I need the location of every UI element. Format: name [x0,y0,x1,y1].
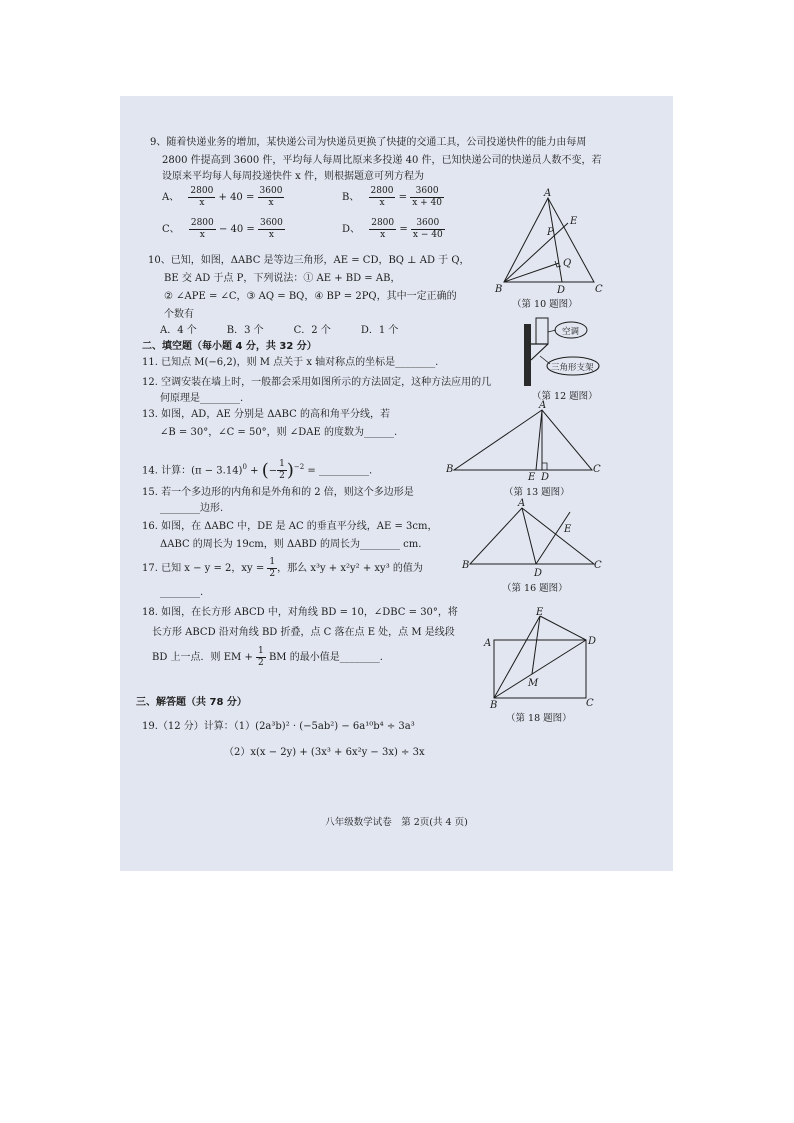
q10-line4: 个数有 [164,309,194,320]
figure-16-diagram [460,498,602,578]
q9-line3: 设原来平均每人每周投递快件 x 件，则根据题意可列方程为 [162,171,424,182]
svg-text:E: E [536,607,544,618]
q18-line3: BD 上一点．则 EM + $\frac{1}{2}$ BM 的最小值是________. [152,646,383,668]
svg-text:B: B [446,464,454,475]
q10-line2: BE 交 AD 于点 P，下列说法：① AE + BD = AB， [164,273,401,284]
q19-line1: 19.（12 分）计算：（1）(2a³b)² · (−5ab²) − 6a¹⁰b⁴ ÷ 3a³ [142,721,415,732]
q9-option-d[interactable]: D、 $\frac{2800}{x}$ = $\frac{3600}{x - 40}$ [342,218,443,240]
svg-text:A: A [544,188,552,199]
q12-line2: 何原理是________. [160,393,244,404]
q10-line1: 10、已知，如图，ΔABC 是等边三角形，AE = CD，BQ ⊥ AD 于 Q， [148,255,470,266]
svg-text:E: E [570,216,578,227]
svg-text:D: D [534,568,543,578]
q15-line2: ________边形. [160,503,224,514]
svg-text:B: B [495,284,503,295]
q13-line2: ∠B = 30°，∠C = 50°，则 ∠DAE 的度数为______. [160,427,398,438]
q13-line1: 13. 如图，AD，AE 分别是 ΔABC 的高和角平分线，若 [142,409,391,420]
section-3-heading: 三、解答题（共 78 分） [136,697,247,708]
page-footer: 八年级数学试卷 第 2页(共 4 页) [325,817,468,828]
svg-text:A: A [484,638,492,649]
svg-text:C: C [586,698,594,709]
svg-text:B: B [490,700,498,710]
svg-text:E: E [564,524,572,535]
svg-text:D: D [557,285,566,296]
q9-line1: 9、随着快递业务的增加，某快递公司为快递员更换了快捷的交通工具，公司投递快件的能力由每周 [150,137,587,148]
q18-line2: 长方形 ABCD 沿对角线 BD 折叠，点 C 落在点 E 处，点 M 是线段 [152,627,455,638]
svg-text:A: A [539,400,547,411]
q17-line1: 17. 已知 x − y = 2，xy = $\frac{1}{2}$ ，那么 x³y + x²y² + xy³ 的值为 [142,557,423,579]
q19-line2: （2）x(x − 2y) + (3x³ + 6x²y − 3x) ÷ 3x [224,747,425,758]
figure-12-label-aircon: 空调 [562,327,580,337]
q9-option-a[interactable]: A、 $\frac{2800}{x}$ + 40 = $\frac{3600}{x}$ [162,186,283,208]
svg-text:B: B [462,560,470,571]
section-2-heading: 二、填空题（每小题 4 分，共 32 分） [142,341,317,352]
svg-text:C: C [595,284,603,295]
q16-line2: ΔABC 的周长为 19cm，则 ΔABD 的周长为________ cm. [160,539,422,550]
q9-option-c[interactable]: C、 $\frac{2800}{x}$ − 40 = $\frac{3600}{x}$ [162,218,283,240]
q14-text: 14. 计算：$(\pi - 3.14)^0$ + (− $\frac{1}{2}$ )$^{-2}$ = __________. [142,459,373,482]
svg-text:C: C [594,560,602,571]
svg-text:D: D [541,472,550,480]
svg-text:A: A [518,498,526,509]
q10-line3: ② ∠APE = ∠C，③ AQ = BQ，④ BP = 2PQ，其中一定正确的 [164,291,457,302]
q15-line1: 15. 若一个多边形的内角和是外角和的 2 倍，则这个多边形是 [142,487,414,498]
q10-options[interactable]: A．4 个 B．3 个 C．2 个 D．1 个 [160,325,399,336]
svg-text:E: E [528,472,536,480]
figure-16-caption: （第 16 题图） [502,583,568,594]
q12-line1: 12. 空调安装在墙上时，一般都会采用如图所示的方法固定，这种方法应用的几 [142,377,492,388]
exam-page [120,96,673,871]
figure-12-diagram [518,316,604,386]
q17-blank[interactable]: ________. [160,587,204,598]
q9-option-b[interactable]: B、 $\frac{2800}{x}$ = $\frac{3600}{x + 40}$ [342,186,443,208]
svg-text:C: C [593,464,601,475]
q9-line2: 2800 件提高到 3600 件，平均每人每周比原来多投递 40 件，已知快递公司的快递员人数不变，若 [162,155,602,166]
svg-text:P: P [547,227,554,238]
q18-line1: 18. 如图，在长方形 ABCD 中，对角线 BD = 10，∠DBC = 30°，将 [142,607,458,618]
figure-12-label-bracket: 三角形支架 [551,363,594,373]
figure-13-caption: （第 13 题图） [504,487,570,498]
figure-18-diagram [482,606,600,710]
svg-text:D: D [588,636,597,647]
figure-12-caption: （第 12 题图） [532,391,598,402]
figure-13-diagram [446,400,602,480]
q11-text: 11. 已知点 M(−6,2)，则 M 点关于 x 轴对称点的坐标是________. [142,357,439,368]
q16-line1: 16. 如图，在 ΔABC 中，DE 是 AC 的垂直平分线，AE = 3cm， [142,521,438,532]
figure-18-caption: （第 18 题图） [506,713,572,724]
figure-10-caption: （第 10 题图） [512,299,578,310]
figure-10-diagram [492,188,612,300]
svg-text:M: M [528,678,539,689]
svg-text:Q: Q [563,258,572,269]
